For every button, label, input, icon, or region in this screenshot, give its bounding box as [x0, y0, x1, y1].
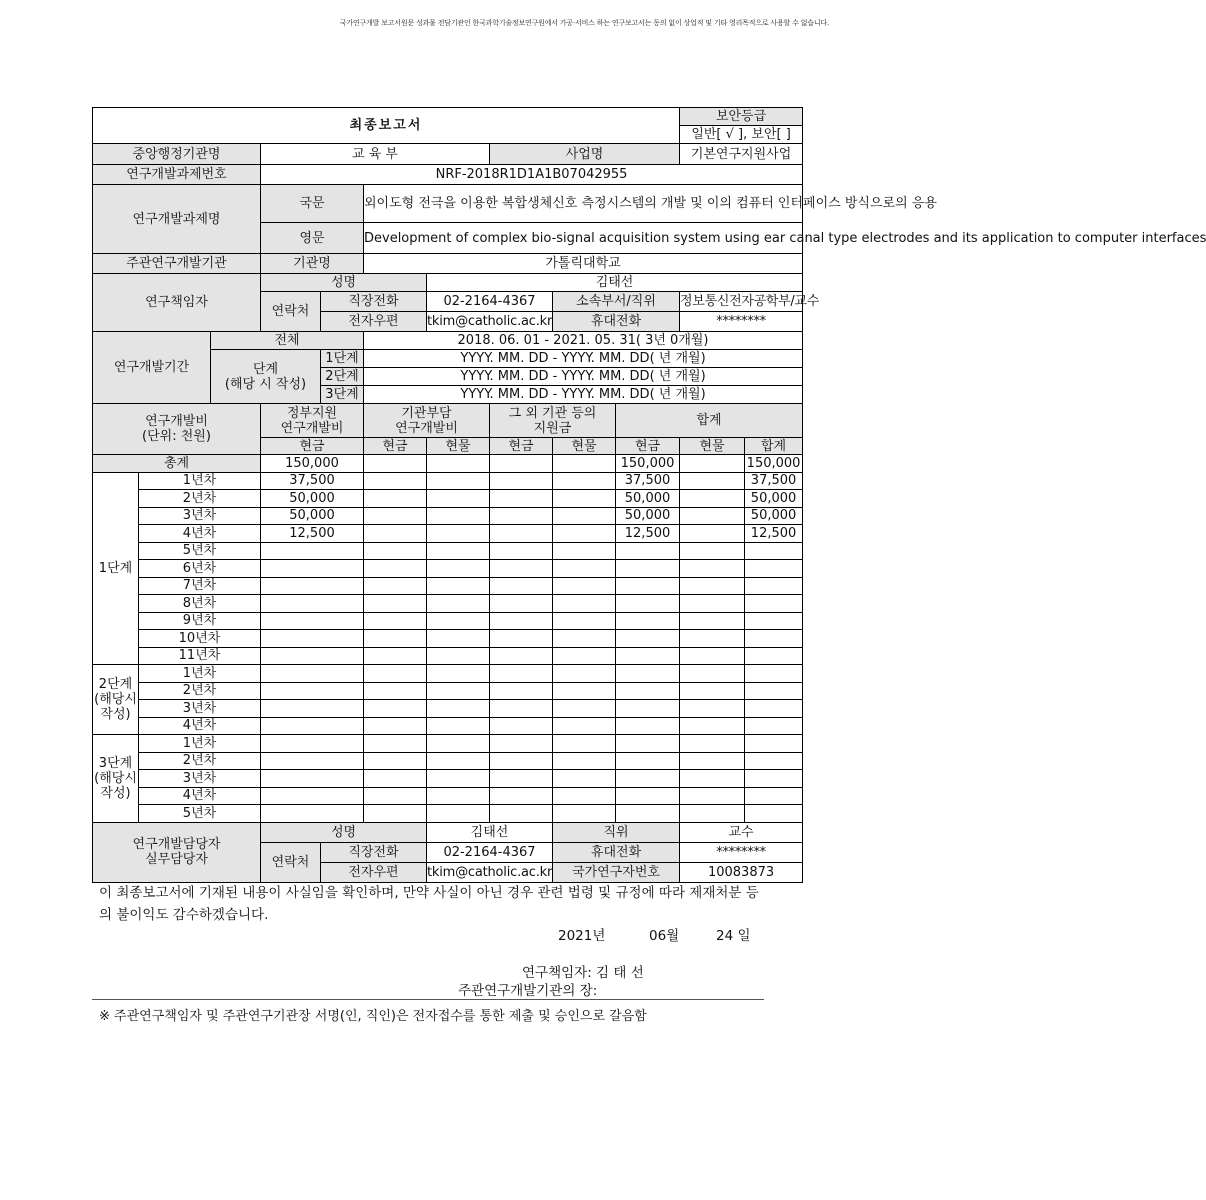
pi-label: 연구책임자 [93, 274, 261, 332]
budget-cell [490, 787, 553, 805]
budget-stage-note: (해당시 작성) [94, 692, 137, 722]
budget-year-label: 5년차 [139, 805, 261, 823]
budget-stage-title: 2단계 [98, 677, 133, 692]
budget-stage-title: 3단계 [98, 755, 133, 771]
budget-cell [427, 595, 490, 613]
period-stage-note: (해당 시 작성) [224, 376, 307, 392]
confirmation-statement: 이 최종보고서에 기재된 내용이 사실임을 확인하며, 만약 사실이 아닌 경우 관련 법령 및 규정에 따라 제재처분 등의 불이익도 감수하겠습니다. [99, 885, 759, 923]
budget-stage-title: 1단계 [98, 560, 133, 576]
budget-cell [680, 577, 745, 595]
divider [92, 999, 764, 1000]
budget-row [93, 507, 803, 525]
budget-row [93, 770, 803, 788]
budget-cell [261, 735, 364, 753]
budget-year-label: 4년차 [139, 717, 261, 735]
period-stage-3-label: 3단계 [321, 386, 364, 404]
budget-cell [490, 560, 553, 578]
budget-cell [427, 682, 490, 700]
budget-row [93, 752, 803, 770]
budget-cell [490, 752, 553, 770]
budget-cell [680, 490, 745, 508]
budget-cell [553, 525, 616, 543]
other-cash-header: 현금 [490, 438, 553, 455]
sum-inkind-header: 현물 [680, 438, 745, 455]
budget-cell [745, 717, 803, 735]
korean-title-value: 외이도형 전극을 이용한 복합생체신호 측정시스템의 개발 및 이의 컴퓨터 인터페이스 방식으로의 응용 [364, 185, 803, 223]
budget-cell [680, 787, 745, 805]
budget-cell [261, 630, 364, 648]
budget-year-label: 3년차 [139, 507, 261, 525]
budget-cell [680, 700, 745, 718]
budget-cell [745, 805, 803, 823]
budget-cell [427, 577, 490, 595]
ministry-label: 중앙행정기관명 [93, 144, 261, 165]
period-label: 연구개발기간 [93, 332, 211, 404]
budget-row [93, 612, 803, 630]
ministry-value: 교 육 부 [261, 144, 490, 165]
gov-cash-header: 현금 [261, 438, 364, 455]
budget-cell [427, 805, 490, 823]
budget-cell [427, 525, 490, 543]
project-title-label: 연구개발과제명 [93, 185, 261, 254]
manager-mobile-value: ******** [680, 842, 803, 862]
budget-cell [745, 700, 803, 718]
researcher-number-label: 국가연구자번호 [553, 862, 680, 882]
budget-cell [261, 770, 364, 788]
budget-cell [553, 455, 616, 473]
budget-row [93, 682, 803, 700]
budget-row [93, 577, 803, 595]
budget-cell [616, 560, 680, 578]
budget-cell [364, 577, 427, 595]
budget-cell: 50,000 [261, 507, 364, 525]
institution-name-value: 가톨릭대학교 [364, 254, 803, 274]
manager-email-label: 전자우편 [321, 862, 427, 882]
budget-cell [680, 595, 745, 613]
budget-cell [364, 735, 427, 753]
budget-cell [490, 595, 553, 613]
budget-cell [490, 542, 553, 560]
budget-row [93, 630, 803, 648]
budget-cell [553, 612, 616, 630]
period-stage-1-label: 1단계 [321, 350, 364, 368]
budget-cell [745, 577, 803, 595]
budget-cell: 50,000 [616, 490, 680, 508]
budget-cell [364, 455, 427, 473]
budget-row [93, 735, 803, 753]
manager-name-value: 김태선 [427, 822, 553, 842]
budget-cell [490, 717, 553, 735]
budget-cell: 37,500 [616, 472, 680, 490]
budget-cell [680, 770, 745, 788]
budget-cell [553, 577, 616, 595]
budget-cell [490, 630, 553, 648]
budget-cell [616, 577, 680, 595]
budget-year-label: 4년차 [139, 787, 261, 805]
budget-year-label: 1년차 [139, 665, 261, 683]
budget-cell [364, 787, 427, 805]
budget-cell [490, 577, 553, 595]
budget-row [93, 805, 803, 823]
budget-stage-note: (해당시 작성) [94, 770, 137, 801]
korean-title-label: 국문 [261, 185, 364, 223]
budget-cell [261, 647, 364, 665]
inst-cash-header: 현금 [364, 438, 427, 455]
manager-mobile-label: 휴대전화 [553, 842, 680, 862]
budget-cell [616, 665, 680, 683]
budget-cell [261, 752, 364, 770]
budget-cell [364, 682, 427, 700]
budget-cell [553, 647, 616, 665]
budget-cell [616, 700, 680, 718]
budget-cell [261, 560, 364, 578]
budget-cell [680, 735, 745, 753]
budget-cell [364, 700, 427, 718]
budget-cell [745, 752, 803, 770]
sum-total-header: 합계 [745, 438, 803, 455]
budget-cell [261, 595, 364, 613]
budget-cell [490, 735, 553, 753]
budget-title: 연구개발비 [145, 414, 208, 429]
manager-label: 연구개발담당자 실무담당자 [93, 822, 261, 882]
budget-cell [364, 595, 427, 613]
sum-cash-header: 현금 [616, 438, 680, 455]
budget-cell [490, 770, 553, 788]
budget-cell [261, 577, 364, 595]
budget-cell [553, 560, 616, 578]
budget-cell [680, 507, 745, 525]
period-stage-1-value: YYYY. MM. DD - YYYY. MM. DD( 년 개월) [364, 350, 803, 368]
budget-cell [616, 752, 680, 770]
final-report-form [92, 107, 1206, 883]
budget-sum-header: 합계 [616, 404, 803, 438]
budget-cell [427, 647, 490, 665]
budget-cell [427, 735, 490, 753]
budget-total-label: 총계 [93, 455, 261, 473]
budget-cell [553, 717, 616, 735]
institution-name-label: 기관명 [261, 254, 364, 274]
budget-row [93, 665, 803, 683]
budget-gov-header: 정부지원 연구개발비 [261, 404, 364, 438]
budget-label [93, 404, 261, 455]
budget-cell [490, 472, 553, 490]
budget-cell [490, 612, 553, 630]
budget-cell [364, 647, 427, 665]
budget-cell [427, 787, 490, 805]
pi-mobile-label: 휴대전화 [553, 312, 680, 332]
budget-cell: 150,000 [616, 455, 680, 473]
budget-cell [680, 630, 745, 648]
copyright-notice: 국가연구개발 보고서원문 성과물 전담기관인 한국과학기술정보연구원에서 가공·서비스 하는 연구보고서는 동의 없이 상업적 및 기타 영리목적으로 사용할 수 없습니다. [339, 19, 829, 27]
other-inkind-header: 현물 [553, 438, 616, 455]
pi-office-phone-label: 직장전화 [321, 292, 427, 312]
budget-year-label: 7년차 [139, 577, 261, 595]
head-signature: 주관연구개발기관의 장: [458, 983, 598, 999]
pi-dept-label: 소속부서/직위 [553, 292, 680, 312]
budget-cell [616, 682, 680, 700]
budget-cell: 150,000 [261, 455, 364, 473]
project-number-label: 연구개발과제번호 [93, 165, 261, 185]
budget-row [93, 717, 803, 735]
budget-cell [261, 700, 364, 718]
budget-cell [364, 525, 427, 543]
budget-cell [616, 542, 680, 560]
budget-cell [490, 525, 553, 543]
budget-cell: 150,000 [745, 455, 803, 473]
budget-cell [616, 717, 680, 735]
period-stage-label [211, 350, 321, 404]
budget-year-label: 6년차 [139, 560, 261, 578]
period-stage-3-value: YYYY. MM. DD - YYYY. MM. DD( 년 개월) [364, 386, 803, 404]
budget-year-label: 2년차 [139, 490, 261, 508]
budget-cell: 37,500 [745, 472, 803, 490]
manager-email-value: tkim@catholic.ac.kr [427, 862, 553, 882]
report-title: 최종보고서 [93, 108, 680, 144]
pi-name-label: 성명 [261, 274, 427, 292]
budget-cell [490, 682, 553, 700]
budget-cell [427, 717, 490, 735]
budget-cell [490, 700, 553, 718]
budget-cell [261, 682, 364, 700]
budget-cell [364, 717, 427, 735]
budget-unit: (단위: 천원) [142, 429, 211, 444]
budget-row [93, 595, 803, 613]
budget-row [93, 525, 803, 543]
budget-year-label: 3년차 [139, 770, 261, 788]
budget-cell [680, 682, 745, 700]
budget-cell [745, 542, 803, 560]
budget-cell [490, 805, 553, 823]
manager-position-value: 교수 [680, 822, 803, 842]
budget-cell [553, 665, 616, 683]
budget-year-label: 1년차 [139, 735, 261, 753]
pi-name-value: 김태선 [427, 274, 803, 292]
security-grade-label: 보안등급 [680, 108, 803, 126]
date-month: 06월 [649, 928, 680, 944]
budget-cell [553, 595, 616, 613]
institution-label: 주관연구개발기관 [93, 254, 261, 274]
budget-cell [745, 735, 803, 753]
manager-office-phone-value: 02-2164-4367 [427, 842, 553, 862]
period-stage-2-label: 2단계 [321, 368, 364, 386]
budget-stage-label [93, 665, 139, 735]
budget-cell [616, 612, 680, 630]
budget-year-label: 4년차 [139, 525, 261, 543]
budget-cell [427, 665, 490, 683]
period-total-value: 2018. 06. 01 - 2021. 05. 31( 3년 0개월) [364, 332, 803, 350]
budget-cell [553, 700, 616, 718]
budget-cell [427, 752, 490, 770]
budget-cell [261, 787, 364, 805]
budget-year-label: 10년차 [139, 630, 261, 648]
budget-cell [364, 472, 427, 490]
program-label: 사업명 [490, 144, 680, 165]
budget-cell: 37,500 [261, 472, 364, 490]
budget-cell [745, 647, 803, 665]
budget-cell [364, 542, 427, 560]
budget-stage-label [93, 472, 139, 665]
pi-contact-label: 연락처 [261, 292, 321, 332]
budget-year-label: 5년차 [139, 542, 261, 560]
budget-cell [745, 787, 803, 805]
researcher-number-value: 10083873 [680, 862, 803, 882]
budget-cell [427, 700, 490, 718]
budget-cell [553, 770, 616, 788]
manager-office-phone-label: 직장전화 [321, 842, 427, 862]
budget-cell [553, 542, 616, 560]
budget-cell [553, 752, 616, 770]
budget-cell [745, 665, 803, 683]
budget-cell: 12,500 [745, 525, 803, 543]
budget-cell [427, 455, 490, 473]
budget-cell [261, 542, 364, 560]
budget-cell [680, 542, 745, 560]
budget-cell [427, 490, 490, 508]
budget-cell: 50,000 [745, 490, 803, 508]
security-grade-value: 일반[ √ ], 보안[ ] [680, 126, 803, 144]
period-stage-2-value: YYYY. MM. DD - YYYY. MM. DD( 년 개월) [364, 368, 803, 386]
budget-cell [553, 805, 616, 823]
budget-row [93, 647, 803, 665]
budget-row [93, 787, 803, 805]
budget-cell [553, 682, 616, 700]
project-number-value: NRF-2018R1D1A1B07042955 [261, 165, 803, 185]
inst-inkind-header: 현물 [427, 438, 490, 455]
date-day: 24 일 [716, 928, 751, 944]
period-stage-title: 단계 [252, 361, 279, 377]
budget-cell [680, 647, 745, 665]
budget-cell [616, 647, 680, 665]
budget-cell [261, 717, 364, 735]
budget-cell [745, 560, 803, 578]
budget-cell [427, 472, 490, 490]
budget-cell [745, 630, 803, 648]
budget-inst-header: 기관부담 연구개발비 [364, 404, 490, 438]
period-total-label: 전체 [211, 332, 364, 350]
budget-cell [364, 630, 427, 648]
budget-cell [427, 507, 490, 525]
budget-cell [616, 805, 680, 823]
budget-other-header: 그 외 기관 등의 지원금 [490, 404, 616, 438]
budget-cell [680, 805, 745, 823]
budget-cell [364, 507, 427, 525]
budget-cell [616, 595, 680, 613]
budget-row [93, 472, 803, 490]
budget-cell [680, 472, 745, 490]
budget-year-label: 3년차 [139, 700, 261, 718]
budget-cell [680, 560, 745, 578]
budget-cell [427, 770, 490, 788]
budget-year-label: 11년차 [139, 647, 261, 665]
budget-year-label: 8년차 [139, 595, 261, 613]
budget-year-label: 2년차 [139, 682, 261, 700]
english-title-value: Development of complex bio-signal acquisition system using ear canal type electrodes and its application to computer interfaces [364, 223, 803, 254]
budget-cell: 50,000 [616, 507, 680, 525]
budget-row [93, 700, 803, 718]
budget-cell [427, 630, 490, 648]
budget-cell [427, 560, 490, 578]
budget-cell [616, 735, 680, 753]
budget-cell [680, 717, 745, 735]
pi-office-phone-value: 02-2164-4367 [427, 292, 553, 312]
budget-cell [616, 630, 680, 648]
budget-cell [745, 595, 803, 613]
pi-signature: 연구책임자: 김 태 선 [522, 965, 644, 981]
pi-email-value: tkim@catholic.ac.kr [427, 312, 553, 332]
budget-cell [616, 787, 680, 805]
budget-cell [490, 665, 553, 683]
budget-cell [680, 665, 745, 683]
budget-cell [745, 682, 803, 700]
budget-cell [745, 612, 803, 630]
budget-cell [364, 612, 427, 630]
budget-cell [680, 455, 745, 473]
pi-mobile-value: ******** [680, 312, 803, 332]
budget-cell [261, 612, 364, 630]
budget-cell [261, 805, 364, 823]
budget-row [93, 490, 803, 508]
manager-contact-label: 연락처 [261, 842, 321, 882]
budget-cell [680, 612, 745, 630]
date-year: 2021년 [558, 928, 606, 944]
budget-cell: 50,000 [261, 490, 364, 508]
budget-cell [364, 665, 427, 683]
budget-row [93, 542, 803, 560]
budget-stage-label [93, 735, 139, 823]
budget-cell [553, 472, 616, 490]
budget-year-label: 1년차 [139, 472, 261, 490]
budget-cell [490, 507, 553, 525]
manager-name-label: 성명 [261, 822, 427, 842]
budget-cell [490, 647, 553, 665]
pi-email-label: 전자우편 [321, 312, 427, 332]
budget-cell: 12,500 [616, 525, 680, 543]
budget-cell [553, 490, 616, 508]
program-value: 기본연구지원사업 [680, 144, 803, 165]
manager-position-label: 직위 [553, 822, 680, 842]
budget-total-row [93, 455, 803, 473]
budget-cell [490, 490, 553, 508]
budget-cell [364, 770, 427, 788]
budget-cell [364, 805, 427, 823]
budget-cell [427, 612, 490, 630]
budget-cell [553, 787, 616, 805]
budget-cell [680, 525, 745, 543]
budget-cell [490, 455, 553, 473]
budget-cell [553, 507, 616, 525]
budget-cell [680, 752, 745, 770]
budget-cell: 12,500 [261, 525, 364, 543]
budget-cell [745, 770, 803, 788]
english-title-label: 영문 [261, 223, 364, 254]
budget-cell [364, 560, 427, 578]
budget-cell [261, 665, 364, 683]
footnote: ※ 주관연구책임자 및 주관연구기관장 서명(인, 직인)은 전자접수를 통한 제출 및 승인으로 갈음함 [99, 1009, 647, 1024]
budget-cell [553, 735, 616, 753]
pi-dept-value: 정보통신전자공학부/교수 [680, 292, 803, 312]
budget-cell [427, 542, 490, 560]
budget-cell [616, 770, 680, 788]
budget-cell [364, 752, 427, 770]
budget-row [93, 560, 803, 578]
budget-year-label: 2년차 [139, 752, 261, 770]
budget-cell [553, 630, 616, 648]
budget-year-label: 9년차 [139, 612, 261, 630]
budget-cell: 50,000 [745, 507, 803, 525]
budget-cell [364, 490, 427, 508]
